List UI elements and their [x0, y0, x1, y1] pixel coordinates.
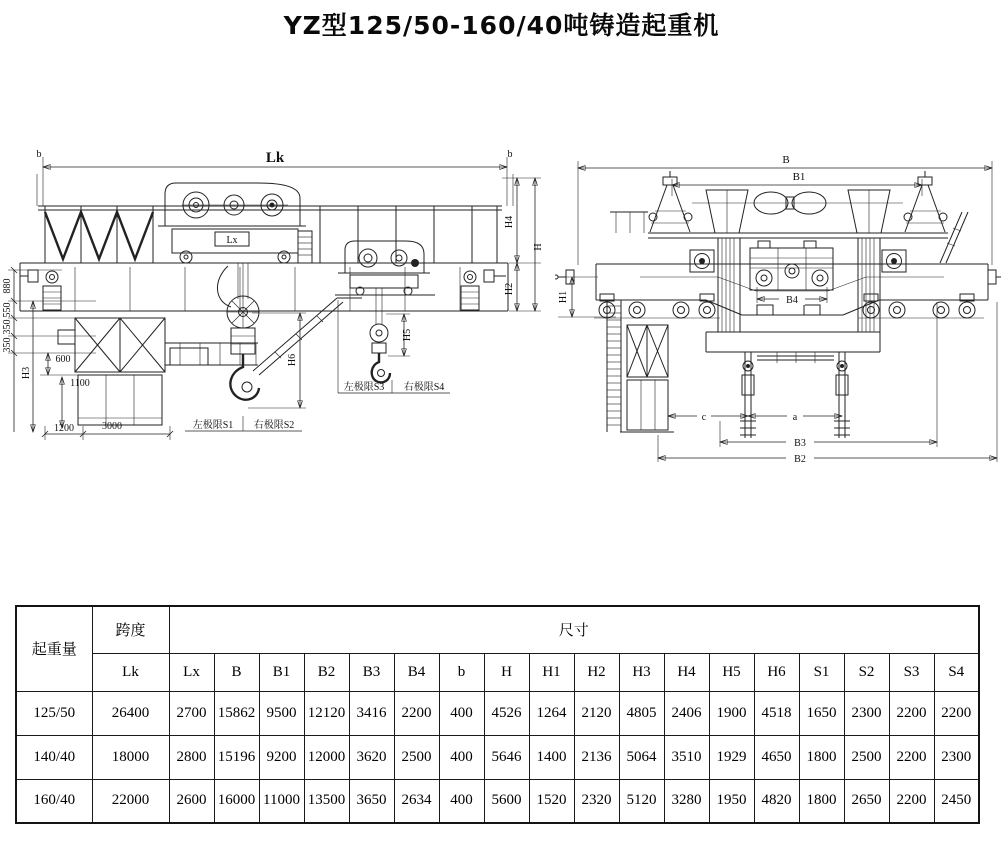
dim-label-B1: B1: [792, 171, 806, 183]
capacity-cell: 160/40: [16, 779, 92, 823]
cab-platform: [55, 318, 258, 425]
spec-cell: 2500: [394, 735, 439, 779]
spec-cell: 1800: [799, 779, 844, 823]
main-hook: [185, 263, 306, 431]
capacity-cell: 125/50: [16, 691, 92, 735]
dim-col-header: B3: [349, 653, 394, 691]
limit-label-s2: 右极限S2: [253, 420, 295, 431]
end-truck-right: [461, 270, 506, 310]
table-row: [16, 691, 979, 735]
crane-main-view: [0, 140, 555, 490]
dim-col-header: S4: [934, 653, 979, 691]
spec-cell: 1650: [799, 691, 844, 735]
stairs: [253, 298, 362, 375]
spec-cell: 2200: [889, 779, 934, 823]
spec-cell: 2600: [169, 779, 214, 823]
lk-cell: 26400: [92, 691, 169, 735]
spec-table: [15, 605, 980, 824]
dim-label-b-right: b: [507, 149, 513, 160]
dim-label-1200: 1200: [54, 423, 74, 434]
spec-cell: 2120: [574, 691, 619, 735]
spec-cell: 5064: [619, 735, 664, 779]
dim-label-c: c: [701, 412, 707, 423]
spec-cell: 15862: [214, 691, 259, 735]
spec-cell: 3280: [664, 779, 709, 823]
spec-cell: 1950: [709, 779, 754, 823]
spec-cell: 400: [439, 691, 484, 735]
spec-cell: 5120: [619, 779, 664, 823]
dim-label-B: B: [782, 154, 790, 166]
dim-label-lx: Lx: [226, 235, 238, 246]
dim-label-h4: H4: [504, 215, 515, 229]
dim-label-h5: H5: [402, 328, 413, 342]
spec-cell: 400: [439, 735, 484, 779]
dim-b3-b2: [658, 302, 997, 465]
dim-col-header: B: [214, 653, 259, 691]
spec-cell: 2200: [889, 735, 934, 779]
dim-span-lk: [37, 149, 514, 206]
main-trolley: [158, 183, 312, 263]
spec-cell: 2500: [844, 735, 889, 779]
spec-cell: 3416: [349, 691, 394, 735]
spec-cell: 4518: [754, 691, 799, 735]
dim-label-350b: 350: [2, 337, 13, 353]
dim-col-header: H1: [529, 653, 574, 691]
dim-chain-left: [2, 267, 173, 440]
dim-col-header: H5: [709, 653, 754, 691]
spec-cell: 2200: [889, 691, 934, 735]
dim-label-h1: H1: [558, 290, 569, 304]
dim-col-header: B1: [259, 653, 304, 691]
spec-cell: 2700: [169, 691, 214, 735]
dim-label-880: 880: [2, 278, 13, 294]
spec-cell: 1400: [529, 735, 574, 779]
spec-cell: 9200: [259, 735, 304, 779]
spec-cell: 2406: [664, 691, 709, 735]
limit-label-s1: 左极限S1: [192, 420, 234, 431]
spec-cell: 400: [439, 779, 484, 823]
spec-cell: 2650: [844, 779, 889, 823]
dim-col-header: S3: [889, 653, 934, 691]
lk-cell: 22000: [92, 779, 169, 823]
spec-cell: 12000: [304, 735, 349, 779]
spec-cell: 2634: [394, 779, 439, 823]
dim-col-header: B4: [394, 653, 439, 691]
dim-col-header: b: [439, 653, 484, 691]
ladder-platform: [607, 300, 674, 432]
dim-label-600: 600: [55, 354, 71, 365]
limit-label-s3: 左极限S3: [343, 382, 385, 393]
dim-chain-right: [502, 178, 544, 311]
spec-cell: 2200: [394, 691, 439, 735]
dim-col-header: H3: [619, 653, 664, 691]
dim-label-B3: B3: [794, 438, 806, 449]
spec-cell: 2300: [844, 691, 889, 735]
dim-col-header: B2: [304, 653, 349, 691]
spec-cell: 16000: [214, 779, 259, 823]
end-truck-left: [20, 270, 61, 310]
spec-cell: 2800: [169, 735, 214, 779]
table-row: [16, 779, 979, 823]
spec-cell: 11000: [259, 779, 304, 823]
spec-cell: 4650: [754, 735, 799, 779]
spec-cell: 2136: [574, 735, 619, 779]
spec-cell: 2300: [934, 735, 979, 779]
dim-col-header: H: [484, 653, 529, 691]
dim-label-550: 550: [2, 302, 13, 318]
spec-cell: 1800: [799, 735, 844, 779]
dim-label-B2: B2: [794, 454, 806, 465]
dim-label-h: H: [533, 243, 544, 251]
dim-label-a: a: [792, 412, 798, 423]
aux-hook: [338, 288, 450, 393]
page-title: YZ型125/50-160/40吨铸造起重机: [283, 11, 720, 40]
spec-cell: 1264: [529, 691, 574, 735]
dim-col-header: S1: [799, 653, 844, 691]
spec-cell: 3650: [349, 779, 394, 823]
span-header-cell: 跨度: [92, 606, 169, 653]
limit-label-s4: 右极限S4: [403, 382, 445, 393]
dim-col-header: S2: [844, 653, 889, 691]
dim-col-header: H2: [574, 653, 619, 691]
spec-cell: 13500: [304, 779, 349, 823]
capacity-header-cell: 起重量: [16, 606, 92, 691]
spec-cell: 1900: [709, 691, 754, 735]
lk-header-cell: Lk: [92, 653, 169, 691]
spec-cell: 4526: [484, 691, 529, 735]
dim-label-h3: H3: [21, 366, 32, 380]
spec-cell: 15196: [214, 735, 259, 779]
spec-cell: 3620: [349, 735, 394, 779]
spec-cell: 5600: [484, 779, 529, 823]
dim-col-header: H6: [754, 653, 799, 691]
dim-label-h2: H2: [504, 282, 515, 296]
dim-label-lk: Lk: [265, 150, 285, 166]
spec-cell: 9500: [259, 691, 304, 735]
dim-label-b-left: b: [36, 149, 42, 160]
spec-cell: 4805: [619, 691, 664, 735]
lk-cell: 18000: [92, 735, 169, 779]
spec-cell: 12120: [304, 691, 349, 735]
spec-cell: 2200: [934, 691, 979, 735]
dim-label-h6: H6: [287, 353, 298, 367]
dims-header-cell: 尺寸: [169, 606, 979, 653]
spec-cell: 1929: [709, 735, 754, 779]
spec-cell: 1520: [529, 779, 574, 823]
table-row: [16, 735, 979, 779]
spec-cell: 3510: [664, 735, 709, 779]
spec-cell: 2450: [934, 779, 979, 823]
dim-col-header: H4: [664, 653, 709, 691]
spec-cell: 4820: [754, 779, 799, 823]
spec-cell: 2320: [574, 779, 619, 823]
capacity-cell: 140/40: [16, 735, 92, 779]
dim-label-3000: 3000: [102, 421, 122, 432]
dim-label-B4: B4: [786, 295, 798, 306]
dim-label-350a: 350: [2, 319, 13, 335]
dim-col-header: Lx: [169, 653, 214, 691]
spec-cell: 5646: [484, 735, 529, 779]
dim-label-1100: 1100: [70, 378, 90, 389]
crane-end-view: [555, 140, 1003, 490]
hoist-gearbox: [750, 241, 833, 290]
